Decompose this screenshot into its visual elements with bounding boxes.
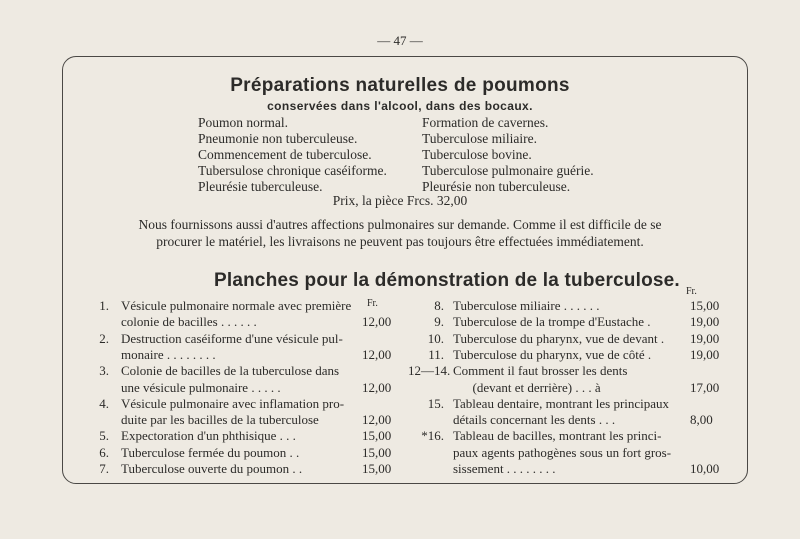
table-row-text: Destruction caséiforme d'une vésicule pul-: [121, 330, 343, 346]
table-row-price: 15,00: [362, 428, 392, 444]
table-row-text: détails concernant les dents . . .: [453, 412, 616, 428]
table-row-number: 10.: [427, 330, 444, 346]
table-row-number: [408, 461, 444, 477]
supply-note: [0, 216, 800, 250]
table-row-price: 12,00: [362, 346, 392, 362]
list-item: Formation de cavernes.: [422, 115, 549, 130]
table-row-text: Tuberculose fermée du poumon . .: [121, 444, 300, 460]
table-row-number: 15.: [427, 395, 444, 411]
note-line: Nous fournissons aussi d'autres affections pulmonaires sur demande. Comme il est difficile de se: [138, 217, 662, 232]
list-item: Tuberculose miliaire.: [422, 131, 537, 146]
list-item: Pleurésie tuberculeuse.: [198, 179, 323, 194]
currency-header-left: Fr.: [367, 298, 378, 309]
table-row-price: 12,00: [362, 314, 392, 330]
table-row-text: Comment il faut brosser les dents: [453, 363, 628, 379]
table-row-text: Vésicule pulmonaire avec inflamation pro-: [121, 395, 345, 411]
table-row-price: 12,00: [362, 412, 392, 428]
table-row-number: [408, 445, 444, 461]
section2-title: Planches pour la démonstration de la tuberculose.: [214, 270, 680, 291]
table-row-number: 1.: [99, 298, 109, 313]
table-row-price: 19,00: [690, 330, 720, 346]
price-line: Prix, la pièce Frcs. 32,00: [332, 193, 468, 208]
list-item: Pleurésie non tuberculeuse.: [422, 179, 571, 194]
table-row-text: sissement . . . . . . . .: [453, 461, 556, 476]
section1-subtitle: conservées dans l'alcool, dans des bocaux.: [267, 99, 533, 113]
preparations-right-list: [422, 115, 594, 195]
table-row-number: [87, 314, 109, 330]
table-row-price: 15,00: [690, 298, 720, 313]
table-row-number: [87, 412, 109, 428]
table-row-text: colonie de bacilles . . . . . .: [121, 314, 257, 330]
table-row-number: [408, 412, 444, 428]
table-row-number: 4.: [99, 395, 109, 411]
table-row-number: *16.: [421, 428, 444, 444]
table-row-number: 6.: [99, 444, 109, 460]
list-item: Poumon normal.: [198, 115, 288, 130]
table-row-price: 15,00: [362, 444, 392, 460]
table-row-number: 9.: [434, 314, 444, 330]
table-row-price: 8,00: [690, 412, 713, 428]
table-row-text: monaire . . . . . . . .: [121, 346, 216, 362]
note-line: procurer le matériel, les livraisons ne peuvent pas toujours être effectuées immédiatement.: [156, 234, 644, 249]
table-row-text: Tuberculose miliaire . . . . . .: [453, 298, 600, 313]
table-row-number: 8.: [434, 298, 444, 313]
table-row-text: Tableau dentaire, montrant les principaux: [453, 395, 670, 411]
table-row-number: 7.: [99, 461, 109, 476]
table-row-price: 19,00: [690, 346, 720, 362]
table-row-number: [408, 380, 444, 396]
list-item: Commencement de tuberculose.: [198, 147, 372, 162]
preparations-left-list: [198, 115, 387, 195]
list-item: Tuberculose pulmonaire guérie.: [422, 163, 594, 178]
list-item: Tubersulose chronique caséiforme.: [198, 163, 387, 178]
table-row-text: Tuberculose de la trompe d'Eustache .: [453, 314, 651, 330]
list-item: Pneumonie non tuberculeuse.: [198, 131, 358, 146]
table-row-text: Expectoration d'un phthisique . . .: [121, 428, 296, 444]
table-row-number: 2.: [99, 330, 109, 346]
table-row-price: 10,00: [690, 461, 720, 476]
table-row-number: 11.: [428, 346, 444, 362]
table-row-number: 5.: [99, 428, 109, 444]
list-item: Tuberculose bovine.: [422, 147, 532, 162]
table-row-price: 17,00: [690, 379, 720, 395]
table-row-text: Tuberculose du pharynx, vue de devant .: [453, 330, 665, 346]
table-row-text: paux agents pathogènes sous un fort gros-: [453, 444, 672, 460]
table-row-number: [87, 347, 109, 363]
table-row-number: 12—14.: [408, 363, 451, 379]
table-row-text: duite par les bacilles de la tuberculose: [121, 412, 319, 428]
table-row-text: une vésicule pulmonaire . . . . .: [121, 379, 281, 395]
table-row-price: 19,00: [690, 314, 720, 330]
currency-header-right: Fr.: [686, 286, 697, 297]
table-row-price: 12,00: [362, 379, 392, 395]
table-row-text: Tuberculose du pharynx, vue de côté .: [453, 346, 652, 362]
section1-title: Préparations naturelles de poumons: [230, 75, 570, 96]
table-row-text: Tableau de bacilles, montrant les princi-: [453, 428, 662, 444]
page-number: — 47 —: [377, 33, 423, 48]
table-row-text: (devant et derrière) . . . à: [453, 379, 601, 395]
table-row-text: Colonie de bacilles de la tuberculose dans: [121, 363, 340, 379]
table-row-text: Tuberculose ouverte du poumon . .: [121, 461, 303, 476]
table-row-price: 15,00: [362, 461, 392, 476]
table-row-number: 3.: [99, 363, 109, 379]
table-row-number: [87, 380, 109, 396]
table-row-text: Vésicule pulmonaire normale avec première: [121, 298, 352, 313]
